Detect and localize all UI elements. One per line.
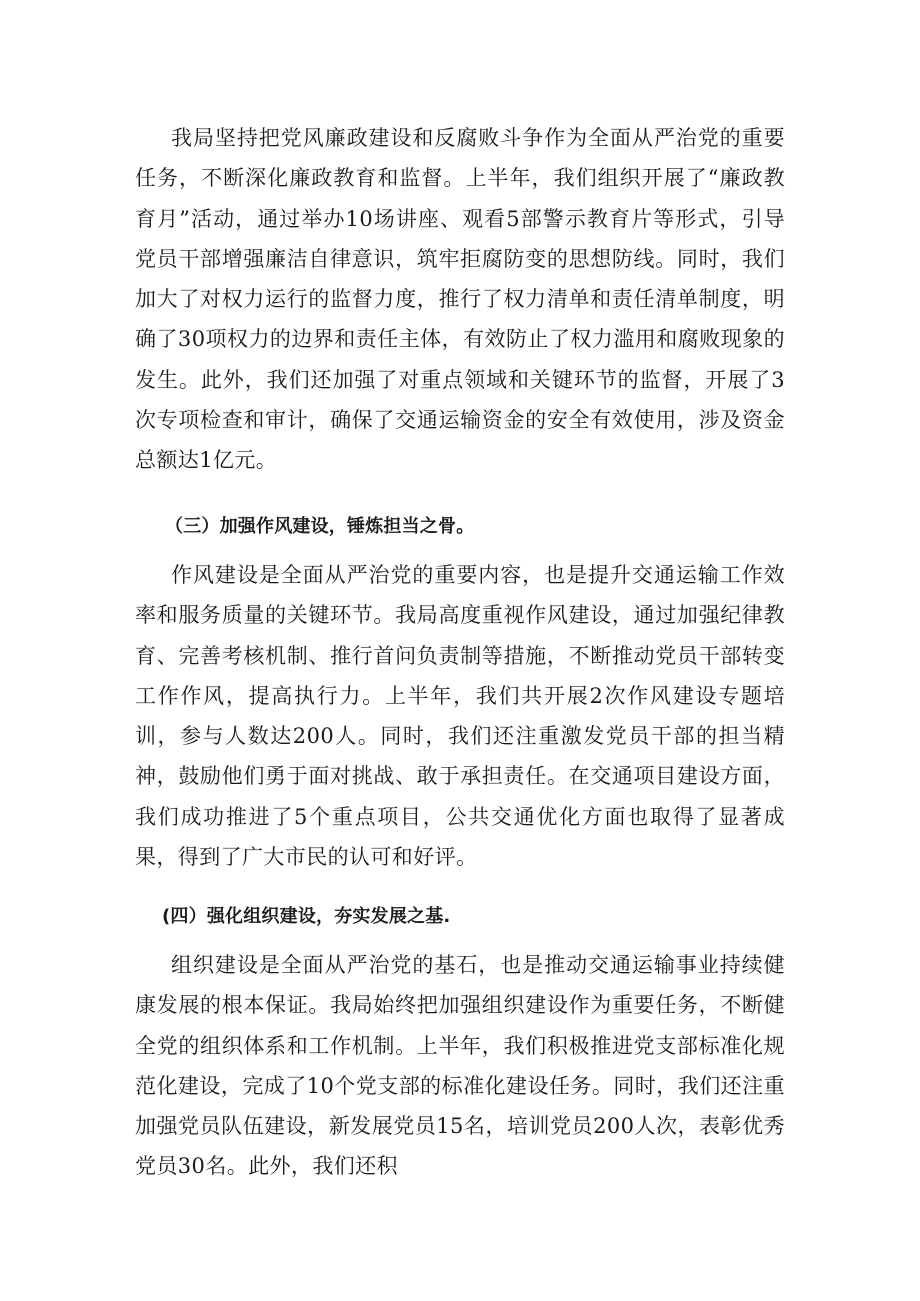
body-paragraph-discipline: 我局坚持把党风廉政建设和反腐败斗争作为全面从严治党的重要任务，不断深化廉政教育和监督。上半年，我们组织开展了“廉政教育月”活动，通过举办10场讲座、观看5部警示教育片等形式，引导党员干部增强廉洁自律意识，筑牢拒腐防变的思想防线。同时，我们加大了对权力运行的监督力度，推行了权力清单和责任清单制度，明确了30项权力的边界和责任主体，有效防止了权力滥用和腐败现象的发生。此外，我们还加强了对重点领域和关键环节的监督，开展了3次专项检查和审计，确保了交通运输资金的安全有效使用，涉及资金总额达1亿元。 xyxy=(135,126,785,473)
body-paragraph-organization: 组织建设是全面从严治党的基石，也是推动交通运输事业持续健康发展的根本保证。我局始终把加强组织建设作为重要任务，不断健全党的组织体系和工作机制。上半年，我们积极推进党支部标准化规范化建设，完成了10个党支部的标准化建设任务。同时，我们还注重加强党员队伍建设，新发展党员15名，培训党员200人次，表彰优秀党员30名。此外，我们还积 xyxy=(135,953,785,1179)
section-heading-3: （三）加强作风建设，锤炼担当之骨。 xyxy=(165,516,475,537)
body-paragraph-work-style: 作风建设是全面从严治党的重要内容，也是提升交通运输工作效率和服务质量的关键环节。我局高度重视作风建设，通过加强纪律教育、完善考核机制、推行首问负责制等措施，不断推动党员干部转变工作作风，提高执行力。上半年，我们共开展2次作风建设专题培训，参与人数达200人。同时，我们还注重激发党员干部的担当精神，鼓励他们勇于面对挑战、敢于承担责任。在交通项目建设方面，我们成功推进了5个重点项目，公共交通优化方面也取得了显著成果，得到了广大市民的认可和好评。 xyxy=(135,563,785,870)
section-heading-4: (四）强化组织建设，夯实发展之基. xyxy=(162,906,451,927)
